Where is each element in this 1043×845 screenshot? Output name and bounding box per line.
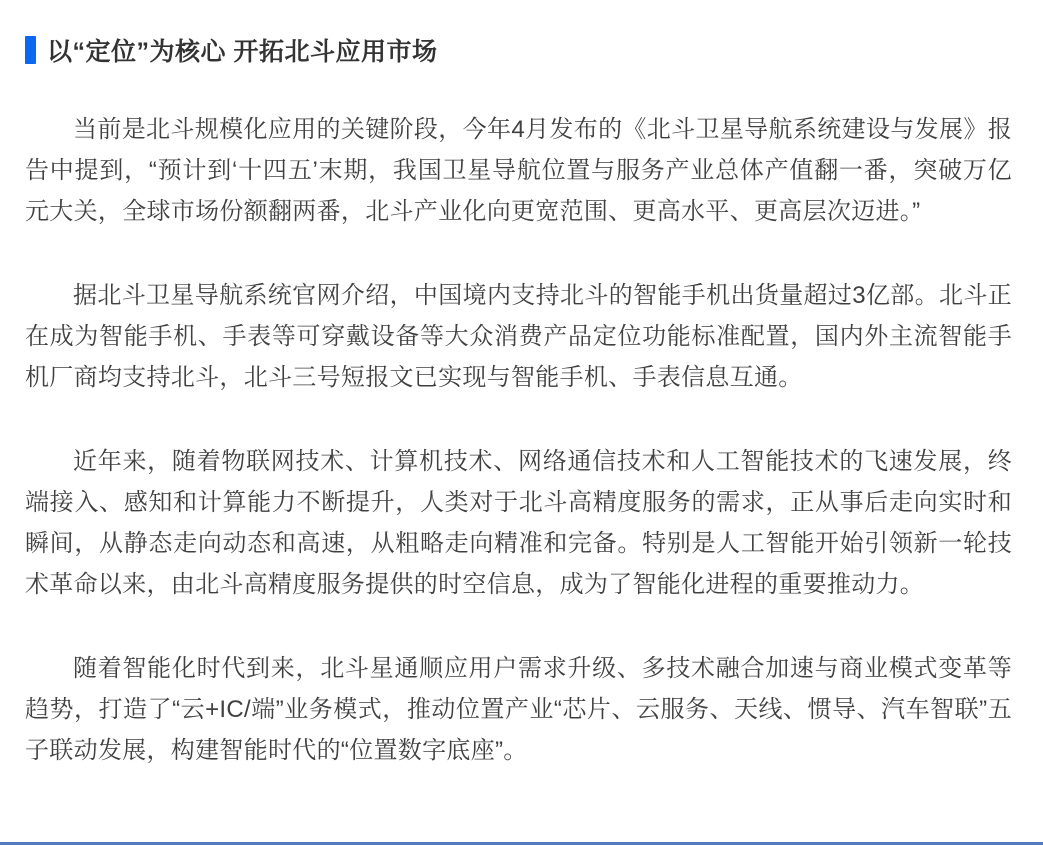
section-heading-text: 以“定位”为核心 开拓北斗应用市场: [47, 37, 438, 66]
article-paragraph: 据北斗卫星导航系统官网介绍，中国境内支持北斗的智能手机出货量超过3亿部。北斗正在成为智能手机、手表等可穿戴设备等大众消费产品定位功能标准配置，国内外主流智能手机厂商均支持北斗，北斗三号短报文已实现与智能手机、手表信息互通。: [25, 282, 1012, 391]
article-paragraph: 当前是北斗规模化应用的关键阶段，今年4月发布的《北斗卫星导航系统建设与发展》报告中提到，“预计到‘十四五’末期，我国卫星导航位置与服务产业总体产值翻一番，突破万亿元大关，全球市场份额翻两番，北斗产业化向更宽范围、更高水平、更高层次迈进。”: [25, 116, 1012, 225]
article-body: [25, 109, 1012, 771]
section-heading: [25, 33, 1012, 66]
heading-accent-bar: [25, 36, 36, 64]
article-paragraph: 近年来，随着物联网技术、计算机技术、网络通信技术和人工智能技术的飞速发展，终端接入、感知和计算能力不断提升，人类对于北斗高精度服务的需求，正从事后走向实时和瞬间，从静态走向动态和高速，从粗略走向精准和完备。特别是人工智能开始引领新一轮技术革命以来，由北斗高精度服务提供的时空信息，成为了智能化进程的重要推动力。: [25, 448, 1012, 598]
article-paragraph: 随着智能化时代到来，北斗星通顺应用户需求升级、多技术融合加速与商业模式变革等趋势，打造了“云+IC/端”业务模式，推动位置产业“芯片、云服务、天线、惯导、汽车智联”五子联动发展，构建智能时代的“位置数字底座”。: [25, 655, 1012, 764]
